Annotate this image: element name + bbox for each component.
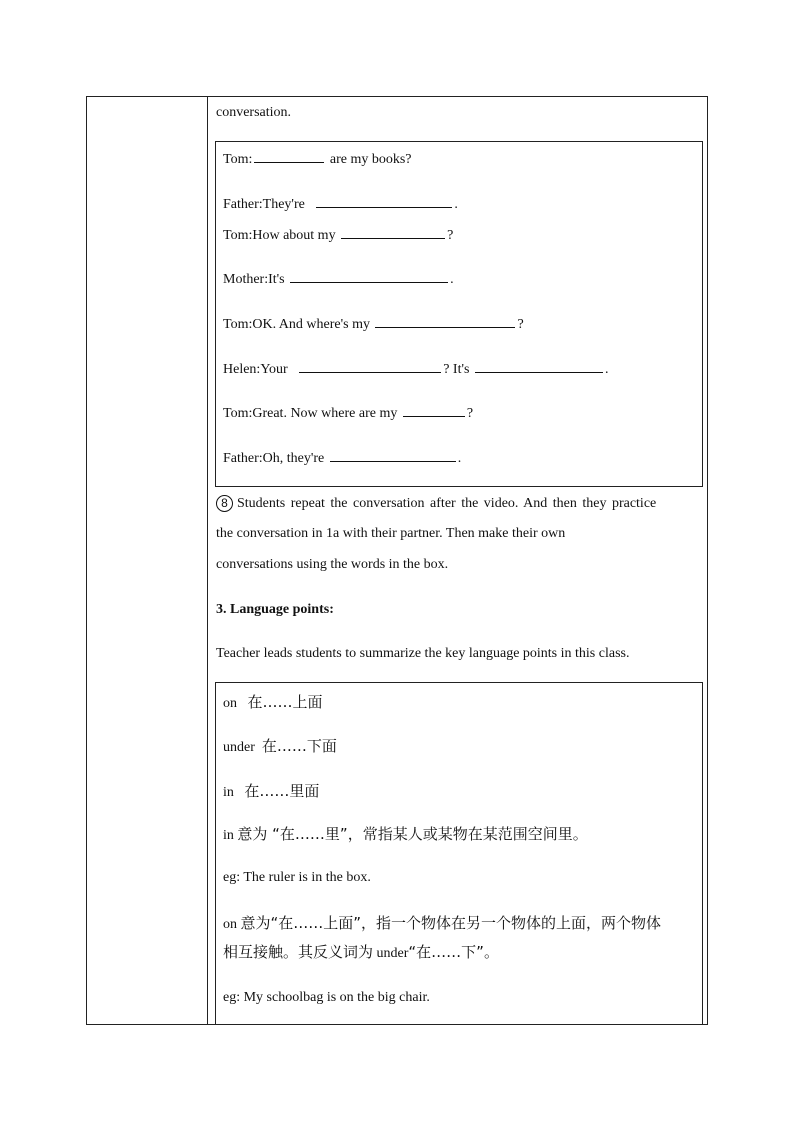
dialogue-line-2: Father:They're . bbox=[223, 197, 458, 212]
dialogue-line-4: Mother:It's . bbox=[223, 272, 454, 287]
point-in-explanation: in 意为 “在……里”，常指某人或某物在某范围空间里。 bbox=[223, 825, 588, 843]
blank-field[interactable] bbox=[341, 226, 445, 239]
dialogue-line-3: Tom:How about my ? bbox=[223, 228, 454, 243]
lesson-table bbox=[86, 96, 708, 1025]
example-on: eg: My schoolbag is on the big chair. bbox=[223, 990, 430, 1005]
blank-field[interactable] bbox=[254, 150, 324, 163]
example-in: eg: The ruler is in the box. bbox=[223, 870, 371, 885]
dialogue-line-1: Tom: are my books? bbox=[223, 152, 412, 167]
blank-field[interactable] bbox=[299, 360, 441, 373]
blank-field[interactable] bbox=[290, 270, 448, 283]
step8-line-3: conversations using the words in the box. bbox=[216, 557, 449, 572]
language-points-box bbox=[215, 682, 703, 1025]
blank-field[interactable] bbox=[316, 195, 452, 208]
left-column-cell bbox=[87, 97, 208, 1024]
dialogue-line-5: Tom:OK. And where's my ? bbox=[223, 317, 524, 332]
step8-line-1: 8 Students repeat the conversation after the video. And then they practice bbox=[216, 495, 656, 512]
section-heading: 3. Language points: bbox=[216, 602, 334, 617]
dialogue-line-6: Helen:Your ? It's . bbox=[223, 362, 609, 377]
blank-field[interactable] bbox=[403, 404, 465, 417]
right-column-cell bbox=[207, 97, 707, 1024]
section-description: Teacher leads students to summarize the key language points in this class. bbox=[216, 646, 630, 661]
point-on-explanation: on 意为“在……上面”，指一个物体在另一个物体的上面，两个物体 bbox=[223, 914, 662, 932]
dialogue-line-7: Tom:Great. Now where are my ? bbox=[223, 406, 474, 421]
blank-field[interactable] bbox=[375, 315, 515, 328]
point-under: under 在……下面 bbox=[223, 737, 337, 755]
dialogue-line-8: Father:Oh, they're . bbox=[223, 451, 462, 466]
blank-field[interactable] bbox=[475, 360, 603, 373]
dialogue-box bbox=[215, 141, 703, 487]
point-on: on 在……上面 bbox=[223, 693, 323, 711]
step8-line-2: the conversation in 1a with their partner. Then make their own bbox=[216, 526, 566, 541]
circled-number-icon: 8 bbox=[216, 495, 233, 512]
point-in: in 在……里面 bbox=[223, 782, 320, 800]
intro-text: conversation. bbox=[216, 105, 292, 120]
point-on-explanation-cont: 相互接触。其反义词为 under“在……下”。 bbox=[223, 943, 499, 961]
blank-field[interactable] bbox=[330, 449, 456, 462]
